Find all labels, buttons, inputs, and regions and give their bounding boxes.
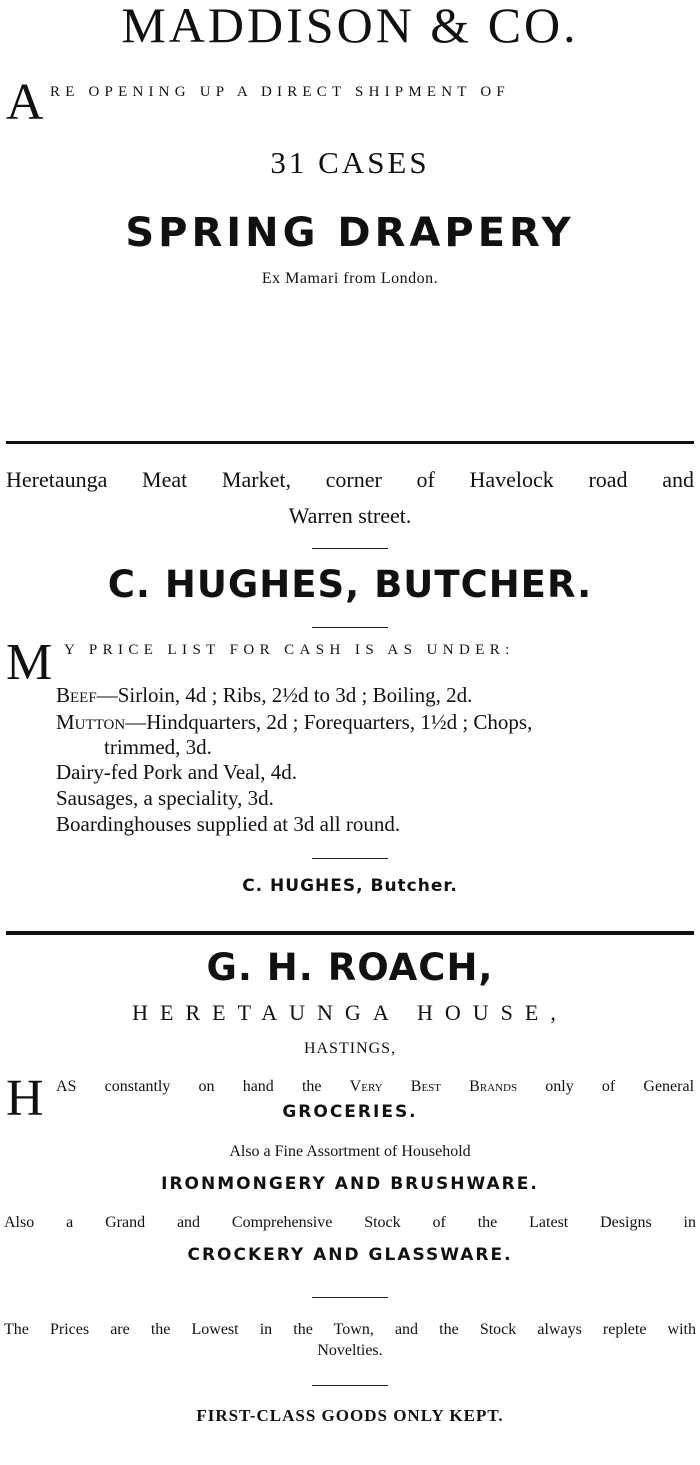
hughes-location-line2: Warren street.: [288, 503, 412, 528]
short-divider: [312, 627, 388, 628]
price-mutton: [56, 710, 532, 735]
roach-intro-line: [56, 1078, 694, 1096]
roach-drop-cap: H: [6, 1070, 44, 1127]
price-sausages: Sausages, a speciality, 3d.: [56, 786, 274, 810]
maddison-title: MADDISON & CO.: [121, 0, 579, 53]
short-divider: [312, 858, 388, 859]
roach-intro-brands: Very Best Brands: [349, 1078, 518, 1095]
mutton-label: Mutton: [56, 710, 126, 734]
price-pork: Dairy-fed Pork and Veal, 4d.: [56, 760, 298, 784]
roach-prices-line1: The Prices are the Lowest in the Town, and the Stock always replete with: [4, 1321, 696, 1338]
roach-also-grand: Also a Grand and Comprehensive Stock of the Latest Designs in: [4, 1214, 696, 1231]
hughes-location-line1: Heretaunga Meat Market, corner of Havelock road and: [6, 467, 694, 492]
hughes-intro-line: Y PRICE LIST FOR CASH IS AS UNDER:: [64, 642, 515, 658]
roach-groceries: GROCERIES.: [282, 1102, 418, 1122]
beef-label: Beef: [56, 683, 97, 707]
price-mutton-cont: trimmed, 3d.: [104, 735, 212, 759]
maddison-source: Ex Mamari from London.: [261, 270, 439, 287]
price-beef: [56, 683, 472, 708]
maddison-drop-cap: A: [6, 74, 44, 131]
section-divider: [6, 441, 694, 444]
roach-also-household: Also a Fine Assortment of Household: [229, 1143, 471, 1160]
roach-intro-a: AS constantly on hand the: [56, 1078, 322, 1095]
roach-crockery: CROCKERY AND GLASSWARE.: [187, 1245, 513, 1265]
roach-house-name: HERETAUNGA HOUSE,: [132, 1000, 568, 1025]
maddison-intro-line: RE OPENING UP A DIRECT SHIPMENT OF: [50, 84, 510, 100]
roach-title: G. H. ROACH,: [206, 946, 494, 989]
roach-first-class: FIRST-CLASS GOODS ONLY KEPT.: [196, 1406, 504, 1425]
beef-text: —Sirloin, 4d ; Ribs, 2½d to 3d ; Boiling, 2d.: [96, 683, 473, 707]
hughes-title: C. HUGHES, BUTCHER.: [107, 563, 593, 606]
roach-town: HASTINGS,: [303, 1040, 397, 1057]
maddison-headline: SPRING DRAPERY: [125, 210, 575, 256]
roach-intro-b: only of General: [545, 1078, 695, 1095]
price-boarding: Boardinghouses supplied at 3d all round.: [56, 812, 401, 836]
roach-ironmongery: IRONMONGERY AND BRUSHWARE.: [161, 1174, 539, 1194]
short-divider: [312, 1297, 388, 1298]
maddison-cases: 31 CASES: [270, 145, 430, 180]
section-divider: [6, 931, 694, 935]
mutton-text: —Hindquarters, 2d ; Forequarters, 1½d ; Chops,: [125, 710, 533, 734]
short-divider: [312, 548, 388, 549]
roach-prices-line2: Novelties.: [317, 1342, 383, 1359]
short-divider: [312, 1385, 388, 1386]
hughes-signature: C. HUGHES, Butcher.: [242, 876, 458, 896]
hughes-drop-cap: M: [6, 634, 53, 691]
